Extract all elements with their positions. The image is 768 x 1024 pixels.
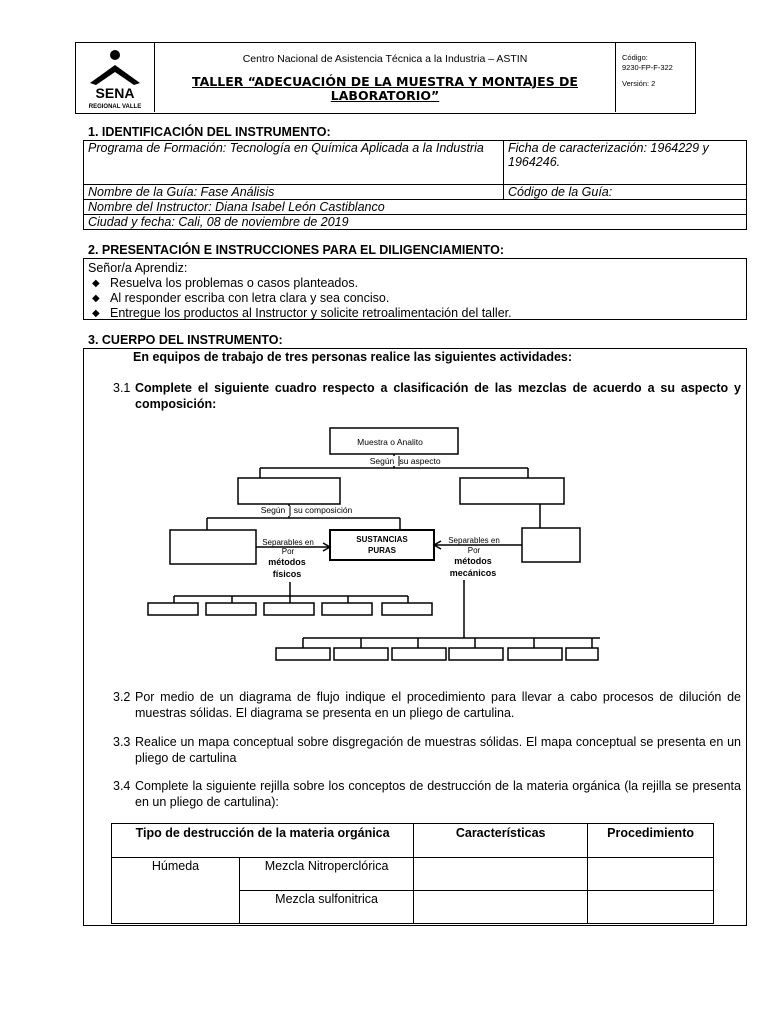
sena-logo xyxy=(76,43,155,112)
section2-title: 2. PRESENTACIÓN E INSTRUCCIONES PARA EL DILIGENCIAMIENTO: xyxy=(88,243,505,257)
identification-table xyxy=(83,140,747,230)
grid-row-label: Mezcla Nitroperclórica xyxy=(240,858,414,891)
list-item: ◆ Entregue los productos al Instructor y solicite retroalimentación del taller. xyxy=(92,306,512,320)
instructions-box xyxy=(83,258,747,320)
por-left: Por xyxy=(281,547,295,556)
codigo-guia-cell: Código de la Guía: xyxy=(504,185,747,200)
logo-text: SENA xyxy=(95,85,135,101)
segun-label-2: Según xyxy=(260,505,286,515)
grid-header-characteristics: Características xyxy=(414,824,588,858)
code-label: Código: xyxy=(622,53,648,62)
doc-code-block xyxy=(622,53,673,89)
aspect-box-left xyxy=(238,478,340,504)
grid-header-type: Tipo de destrucción de la materia orgánica xyxy=(112,824,414,858)
grid-empty-cell xyxy=(414,891,588,924)
composition-box-right xyxy=(522,528,580,562)
question-3-2: 3.2 Por medio de un diagrama de flujo indique el procedimiento para llevar a cabo procesos de dilución de muestras sólidas. El diagrama se presenta en un pliego de cartulina. xyxy=(113,690,741,720)
programa-cell: Programa de Formación: Tecnología en Química Aplicada a la Industria xyxy=(84,141,504,185)
metodos-right: métodos xyxy=(454,556,492,566)
ficha-cell: Ficha de caracterización: 1964229 y 1964246. xyxy=(504,141,747,185)
aspect-box-right xyxy=(460,478,564,504)
grid-header-procedure: Procedimiento xyxy=(588,824,714,858)
table-row xyxy=(112,858,714,891)
grid-empty-cell xyxy=(588,891,714,924)
nombre-guia-cell: Nombre de la Guía: Fase Análisis xyxy=(84,185,504,200)
grid-empty-cell xyxy=(414,858,588,891)
question-3-3: 3.3 Realice un mapa conceptual sobre disgregación de muestras sólidas. El mapa conceptual se presenta en un pliego de cartulina xyxy=(113,735,741,765)
ciudad-fecha-cell: Ciudad y fecha: Cali, 08 de noviembre de 2019 xyxy=(84,215,747,230)
composition-label: su composición xyxy=(293,505,353,515)
mecanicos-label: mecánicos xyxy=(449,568,497,578)
por-right: Por xyxy=(467,546,481,555)
bullet-icon: ◆ xyxy=(92,293,100,304)
document-header xyxy=(75,42,696,114)
lead-instruction: En equipos de trabajo de tres personas realice las siguientes actividades: xyxy=(133,350,573,364)
center-name: Centro Nacional de Asistencia Técnica a la Industria – ASTIN xyxy=(242,53,528,65)
pure-substances-label-1: SUSTANCIAS xyxy=(356,535,408,544)
section3-title: 3. CUERPO DEL INSTRUMENTO: xyxy=(88,333,283,347)
bullet-icon: ◆ xyxy=(92,278,100,289)
question-3-4: 3.4 Complete la siguiente rejilla sobre los conceptos de destrucción de la materia orgánica (la rejilla se presenta en un pliego de cartulina): xyxy=(113,779,741,809)
root-label: Muestra o Analito xyxy=(357,437,423,447)
segun-label-1: Según xyxy=(369,456,395,466)
separables-left: Separables en xyxy=(262,538,314,547)
list-item: ◆ Resuelva los problemas o casos planteados. xyxy=(92,276,359,290)
composition-box-left xyxy=(170,530,256,564)
document-title: TALLER “ADECUACIÓN DE LA MUESTRA Y MONTAJES DE LABORATORIO” xyxy=(192,74,578,103)
fisicos-label: físicos xyxy=(272,569,302,579)
bullet-icon: ◆ xyxy=(92,308,100,319)
grid-empty-cell xyxy=(588,858,714,891)
metodos-left: métodos xyxy=(268,557,306,567)
pure-substances-label-2: PURAS xyxy=(367,546,397,555)
separables-right: Separables en xyxy=(448,536,500,545)
greeting: Señor/a Aprendiz: xyxy=(88,261,188,275)
question-3-1: 3.1 Complete el siguiente cuadro respecto a clasificación de las mezclas de acuerdo a su aspecto y composición: xyxy=(113,381,741,411)
logo-region: REGIONAL VALLE xyxy=(88,104,142,110)
organic-destruction-grid xyxy=(111,823,714,924)
aspect-label: su aspecto xyxy=(399,456,441,466)
mixture-classification-diagram xyxy=(140,420,600,670)
grid-type-cell: Húmeda xyxy=(112,858,240,924)
instructor-cell: Nombre del Instructor: Diana Isabel León Castiblanco xyxy=(84,200,747,215)
version: Versión: 2 xyxy=(622,79,656,88)
section1-title: 1. IDENTIFICACIÓN DEL INSTRUMENTO: xyxy=(88,125,331,139)
code-value: 9230-FP-F-322 xyxy=(622,63,673,72)
grid-row-label: Mezcla sulfonitrica xyxy=(240,891,414,924)
list-item: ◆ Al responder escriba con letra clara y sea conciso. xyxy=(92,291,390,305)
